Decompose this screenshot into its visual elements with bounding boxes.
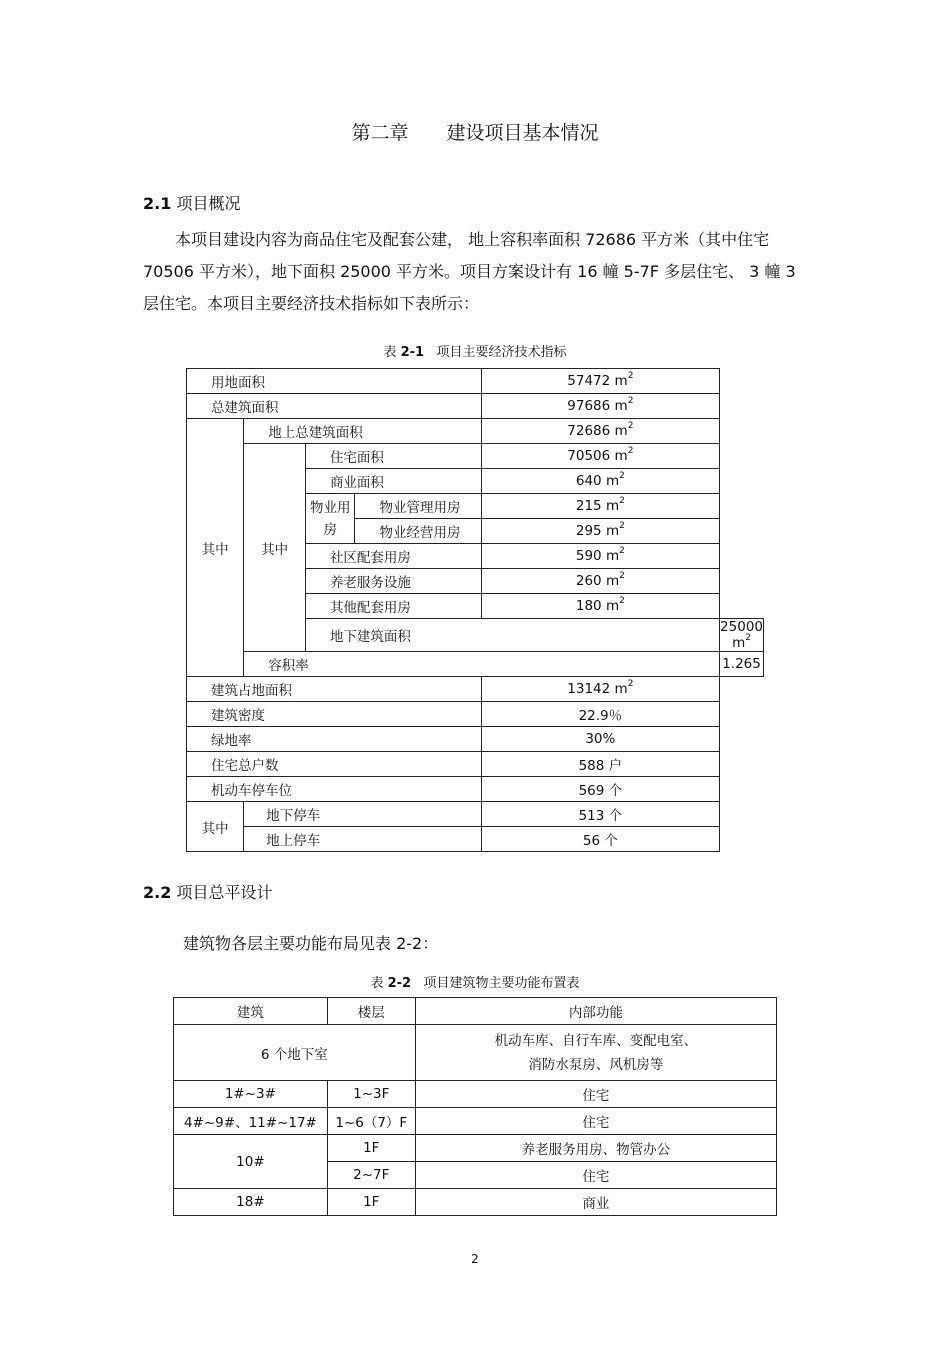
table-row xyxy=(187,752,764,777)
building-cell: 10# xyxy=(174,1135,328,1189)
table-row xyxy=(187,702,764,727)
row-label: 总建筑面积 xyxy=(187,394,482,419)
row-label: 绿地率 xyxy=(187,727,482,752)
row-value: 295 $m^2$ xyxy=(481,519,719,544)
caption-title: 项目建筑物主要功能布置表 xyxy=(423,976,580,991)
group-label: 其中 xyxy=(187,802,244,852)
function-cell: 住宅 xyxy=(415,1081,776,1108)
section-paragraph xyxy=(143,224,808,320)
row-label: 地上停车 xyxy=(244,827,481,852)
floor-cell: 2~7F xyxy=(327,1162,415,1189)
row-value: 25000 $m^2$ xyxy=(720,619,763,651)
row-label: 地下停车 xyxy=(244,802,481,827)
building-cell: 18# xyxy=(174,1189,328,1216)
floor-cell: 1~6（7）F xyxy=(327,1108,415,1135)
row-value: 260 $m^2$ xyxy=(481,569,719,594)
header-function: 内部功能 xyxy=(415,998,776,1025)
table-caption-2-2 xyxy=(0,972,950,991)
table-row xyxy=(187,727,764,752)
table-row xyxy=(187,652,764,677)
row-value: 22.9％ xyxy=(481,702,719,727)
row-label: 用地面积 xyxy=(187,369,482,394)
table-row xyxy=(187,369,764,394)
row-label: 其他配套用房 xyxy=(305,594,481,619)
table-row xyxy=(174,1025,777,1081)
table-row xyxy=(187,677,764,702)
group-label: 其中 xyxy=(187,419,244,677)
function-cell: 住宅 xyxy=(415,1108,776,1135)
page-number: 2 xyxy=(471,1252,479,1266)
row-label: 商业面积 xyxy=(305,469,481,494)
caption-number: 2-2 xyxy=(387,976,412,991)
function-cell: 住宅 xyxy=(415,1162,776,1189)
floor-cell: 1~3F xyxy=(327,1081,415,1108)
table-row xyxy=(174,1081,777,1108)
table-row xyxy=(187,777,764,802)
table-row xyxy=(174,1135,777,1162)
building-cell: 1#~3# xyxy=(174,1081,328,1108)
table-header-row xyxy=(174,998,777,1025)
table-row xyxy=(187,827,764,852)
row-label: 地上总建筑面积 xyxy=(244,419,481,444)
row-label: 建筑占地面积 xyxy=(187,677,482,702)
caption-prefix: 表 xyxy=(370,976,384,991)
row-value: 1.265 xyxy=(720,652,764,677)
row-value: 215 $m^2$ xyxy=(481,494,719,519)
basement-function: 机动车库、自行车库、变配电室、 消防水泵房、风机房等 xyxy=(415,1025,776,1081)
row-value: 56 个 xyxy=(481,827,719,852)
function-layout-table xyxy=(173,997,777,1216)
indicator-table xyxy=(186,368,764,852)
chapter-number: 第二章 xyxy=(351,122,409,144)
section-heading-2-1 xyxy=(143,191,240,214)
row-label: 物业经营用房 xyxy=(355,519,481,544)
header-floor: 楼层 xyxy=(327,998,415,1025)
table-caption-2-1 xyxy=(0,341,950,360)
section-title: 项目总平设计 xyxy=(176,883,273,902)
section-title: 项目概况 xyxy=(176,194,241,213)
paragraph-text: 本项目建设内容为商品住宅及配套公建， 地上容积率面积 72686 平方米（其中住宅 70506 平方米），地下面积 25000 平方米。项目方案设计有 16 幢 5-7F 多层住宅、 3 幢 3 层住宅。本项目主要经济技术指标如下表所示： xyxy=(143,230,796,313)
caption-prefix: 表 xyxy=(383,345,397,360)
row-value: 513 个 xyxy=(481,802,719,827)
caption-number: 2-1 xyxy=(400,345,425,360)
row-value: 97686 $m^2$ xyxy=(481,394,719,419)
row-label: 住宅总户数 xyxy=(187,752,482,777)
row-label: 住宅面积 xyxy=(305,444,481,469)
section-number: 2.1 xyxy=(143,194,172,213)
building-cell: 4#~9#、11#~17# xyxy=(174,1108,328,1135)
table-row xyxy=(187,419,764,444)
group-label: 其中 xyxy=(244,444,306,652)
section-intro: 建筑物各层主要功能布局见表 2-2： xyxy=(183,934,439,953)
row-label: 养老服务设施 xyxy=(305,569,481,594)
section-number: 2.2 xyxy=(143,883,172,902)
row-value: 13142 $m^2$ xyxy=(481,677,719,702)
row-label: 社区配套用房 xyxy=(305,544,481,569)
function-cell: 养老服务用房、物管办公 xyxy=(415,1135,776,1162)
caption-title: 项目主要经济技术指标 xyxy=(436,345,567,360)
function-cell: 商业 xyxy=(415,1189,776,1216)
row-value: 590 $m^2$ xyxy=(481,544,719,569)
section-heading-2-2 xyxy=(143,880,272,903)
table-row xyxy=(187,394,764,419)
floor-cell: 1F xyxy=(327,1189,415,1216)
row-value: 588 户 xyxy=(481,752,719,777)
group-label: 物业用房 xyxy=(305,494,355,544)
row-label: 地下建筑面积 xyxy=(305,619,719,652)
row-label: 机动车停车位 xyxy=(187,777,482,802)
chapter-heading xyxy=(0,118,950,145)
row-value: 180 $m^2$ xyxy=(481,594,719,619)
table-row xyxy=(187,444,764,469)
chapter-title: 建设项目基本情况 xyxy=(446,122,599,144)
row-value: 70506 $m^2$ xyxy=(481,444,719,469)
row-value: 30% xyxy=(481,727,719,752)
row-value: 57472 $m^2$ xyxy=(481,369,719,394)
floor-cell: 1F xyxy=(327,1135,415,1162)
table-row xyxy=(174,1108,777,1135)
row-label: 容积率 xyxy=(244,652,720,677)
header-building: 建筑 xyxy=(174,998,328,1025)
row-value: 640 $m^2$ xyxy=(481,469,719,494)
table-row xyxy=(174,1189,777,1216)
table-row xyxy=(187,802,764,827)
row-label: 物业管理用房 xyxy=(355,494,481,519)
row-value: 569 个 xyxy=(481,777,719,802)
row-value: 72686 $m^2$ xyxy=(481,419,719,444)
basement-label: 6 个地下室 xyxy=(174,1025,416,1081)
row-label: 建筑密度 xyxy=(187,702,482,727)
